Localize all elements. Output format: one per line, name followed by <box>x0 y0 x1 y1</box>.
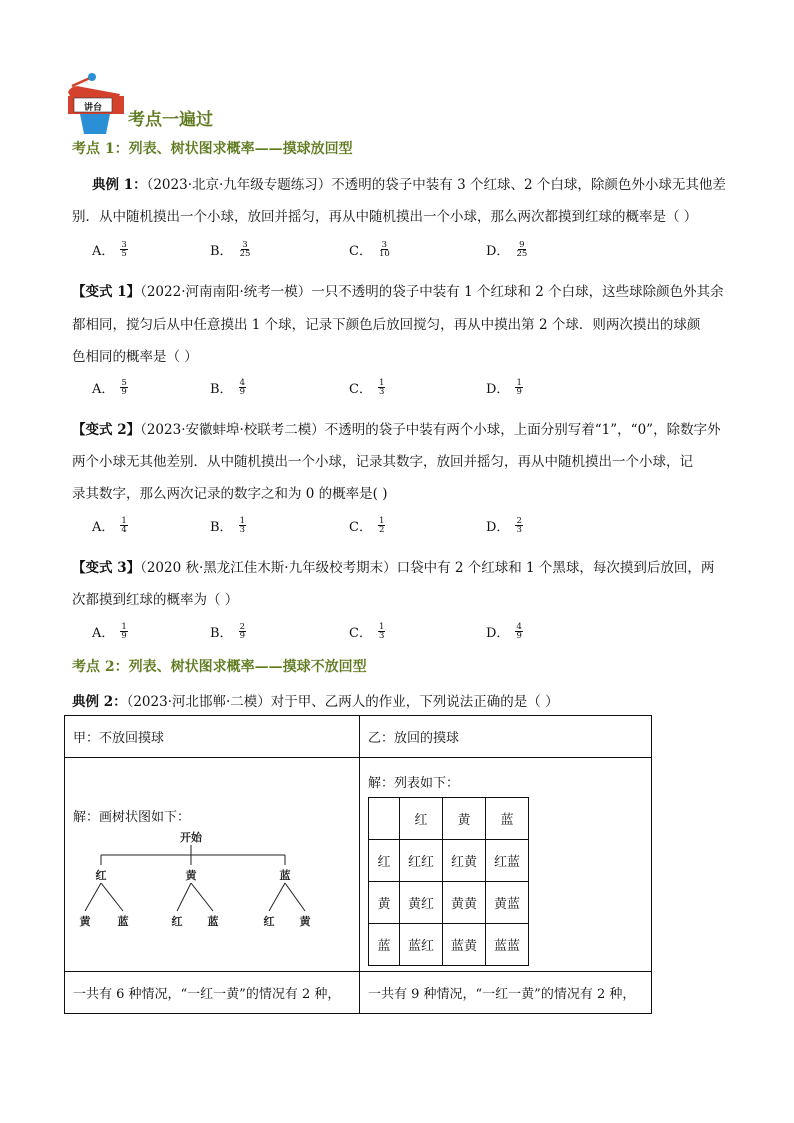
option-a[interactable]: A． $\frac{3}{5}$ <box>92 240 127 259</box>
grid-header-cell <box>369 798 400 840</box>
grid-header-cell: 黄 <box>443 798 486 840</box>
tree-leaf: 红 <box>263 915 275 928</box>
problem-text: （2020 秋·黑龙江佳木斯·九年级校考期末）口袋中有 2 个红球和 1 个黑球，每次摸到后放回，两 <box>140 560 715 576</box>
problem-text: 次都摸到红球的概率为（ ） <box>72 592 239 608</box>
problem-1 <box>92 173 726 193</box>
grid-cell: 蓝红 <box>400 924 443 966</box>
page-title: 考点一遍过 <box>128 110 213 130</box>
table-row <box>369 924 529 966</box>
grid-cell: 黄黄 <box>443 882 486 924</box>
tree-diagram <box>73 827 335 939</box>
problem-text: （2023·安徽蚌埠·校联考二模）不透明的袋子中装有两个小球，上面分别写着“1”，“0”，除数字外 <box>140 422 721 438</box>
option-b[interactable]: B． $\frac{1}{3}$ <box>210 516 245 535</box>
grid-cell <box>360 758 652 972</box>
tree-node: 黄 <box>185 869 197 882</box>
problem-text: （2022·河南南阳·统考一模）一只不透明的袋子中装有 1 个红球和 2 个白球，这些球除颜色外其余 <box>140 284 724 300</box>
grid-cell: 红蓝 <box>486 840 529 882</box>
grid-intro: 解：列表如下： <box>368 776 460 791</box>
problem-label: 【变式 3】 <box>72 560 141 576</box>
option-b[interactable]: B． $\frac{2}{9}$ <box>210 622 245 641</box>
grid-cell: 红 <box>369 840 400 882</box>
grid-cell: 黄蓝 <box>486 882 529 924</box>
problem-2 <box>72 280 724 300</box>
option-d[interactable]: D． $\frac{4}{9}$ <box>486 622 522 641</box>
grid-header-cell: 蓝 <box>486 798 529 840</box>
option-c[interactable]: C． $\frac{1}{2}$ <box>349 516 385 535</box>
grid-cell: 蓝蓝 <box>486 924 529 966</box>
grid-header-cell: 红 <box>400 798 443 840</box>
grid-cell: 黄 <box>369 882 400 924</box>
tree-intro: 解：画树状图如下： <box>73 810 191 825</box>
problem-label: 典例 2： <box>72 694 127 710</box>
problem-text: 两个小球无其他差别．从中随机摸出一个小球，记录其数字，放回并摇匀，再从中随机摸出一个小球，记 <box>72 454 693 470</box>
tree-leaf: 红 <box>171 915 183 928</box>
section-title-2: 考点 2：列表、树状图求概率——摸球不放回型 <box>72 659 367 675</box>
section-title-1: 考点 1：列表、树状图求概率——摸球放回型 <box>72 141 353 157</box>
problem-4 <box>72 556 714 576</box>
tree-leaf: 黄 <box>79 915 91 928</box>
left-header: 甲：不放回摸球 <box>65 716 360 758</box>
option-a[interactable]: A． $\frac{5}{9}$ <box>92 378 127 397</box>
tree-leaf: 蓝 <box>117 915 129 928</box>
problem-label: 【变式 1】 <box>72 284 141 300</box>
problem-text: 录其数字，那么两次记录的数字之和为 0 的概率是( ) <box>72 486 388 502</box>
problem-text: （2023·北京·九年级专题练习）不透明的袋子中装有 3 个红球、2 个白球，除颜色外小球无其他差 <box>146 177 726 193</box>
tree-node: 蓝 <box>279 869 291 882</box>
grid-cell: 黄红 <box>400 882 443 924</box>
problem-label: 典例 1： <box>92 177 147 193</box>
lectern-badge: 讲台 <box>83 103 102 113</box>
grid-cell: 蓝黄 <box>443 924 486 966</box>
right-header: 乙：放回的摸球 <box>360 716 652 758</box>
outcome-grid <box>368 797 529 966</box>
option-d[interactable]: D． $\frac{1}{9}$ <box>486 378 522 397</box>
option-d[interactable]: D． $\frac{2}{3}$ <box>486 516 522 535</box>
compare-table <box>64 715 652 1014</box>
problem-text: （2023·河北邯郸·二模）对于甲、乙两人的作业，下列说法正确的是（ ） <box>126 694 559 710</box>
grid-cell: 红黄 <box>443 840 486 882</box>
tree-root: 开始 <box>180 831 202 844</box>
option-a[interactable]: A． $\frac{1}{9}$ <box>92 622 127 641</box>
option-c[interactable]: C． $\frac{3}{10}$ <box>349 240 390 259</box>
problem-text: 色相同的概率是（ ） <box>72 349 198 365</box>
tree-leaf: 蓝 <box>207 915 219 928</box>
grid-cell: 红红 <box>400 840 443 882</box>
tree-cell <box>65 758 360 972</box>
option-b[interactable]: B． $\frac{3}{25}$ <box>210 240 251 259</box>
table-row <box>369 882 529 924</box>
lectern-icon <box>62 70 132 136</box>
table-row <box>369 840 529 882</box>
problem-3 <box>72 418 721 438</box>
tree-node: 红 <box>95 869 107 882</box>
option-d[interactable]: D． $\frac{9}{25}$ <box>486 240 528 259</box>
option-c[interactable]: C． $\frac{1}{3}$ <box>349 378 385 397</box>
problem-5 <box>72 690 559 710</box>
option-a[interactable]: A． $\frac{1}{4}$ <box>92 516 127 535</box>
tree-leaf: 黄 <box>299 915 311 928</box>
option-b[interactable]: B． $\frac{4}{9}$ <box>210 378 245 397</box>
problem-text: 都相同，搅匀后从中任意摸出 1 个球，记录下颜色后放回搅匀，再从中摸出第 2 个球．则两次摸出的球颜 <box>72 317 701 333</box>
left-footer: 一共有 6 种情况，“一红一黄”的情况有 2 种， <box>65 972 360 1014</box>
problem-label: 【变式 2】 <box>72 422 141 438</box>
grid-cell: 蓝 <box>369 924 400 966</box>
right-footer: 一共有 9 种情况，“一红一黄”的情况有 2 种， <box>360 972 652 1014</box>
problem-text: 别．从中随机摸出一个小球，放回并摇匀，再从中随机摸出一个小球，那么两次都摸到红球的概率是（ ） <box>72 209 698 225</box>
option-c[interactable]: C． $\frac{1}{3}$ <box>349 622 385 641</box>
